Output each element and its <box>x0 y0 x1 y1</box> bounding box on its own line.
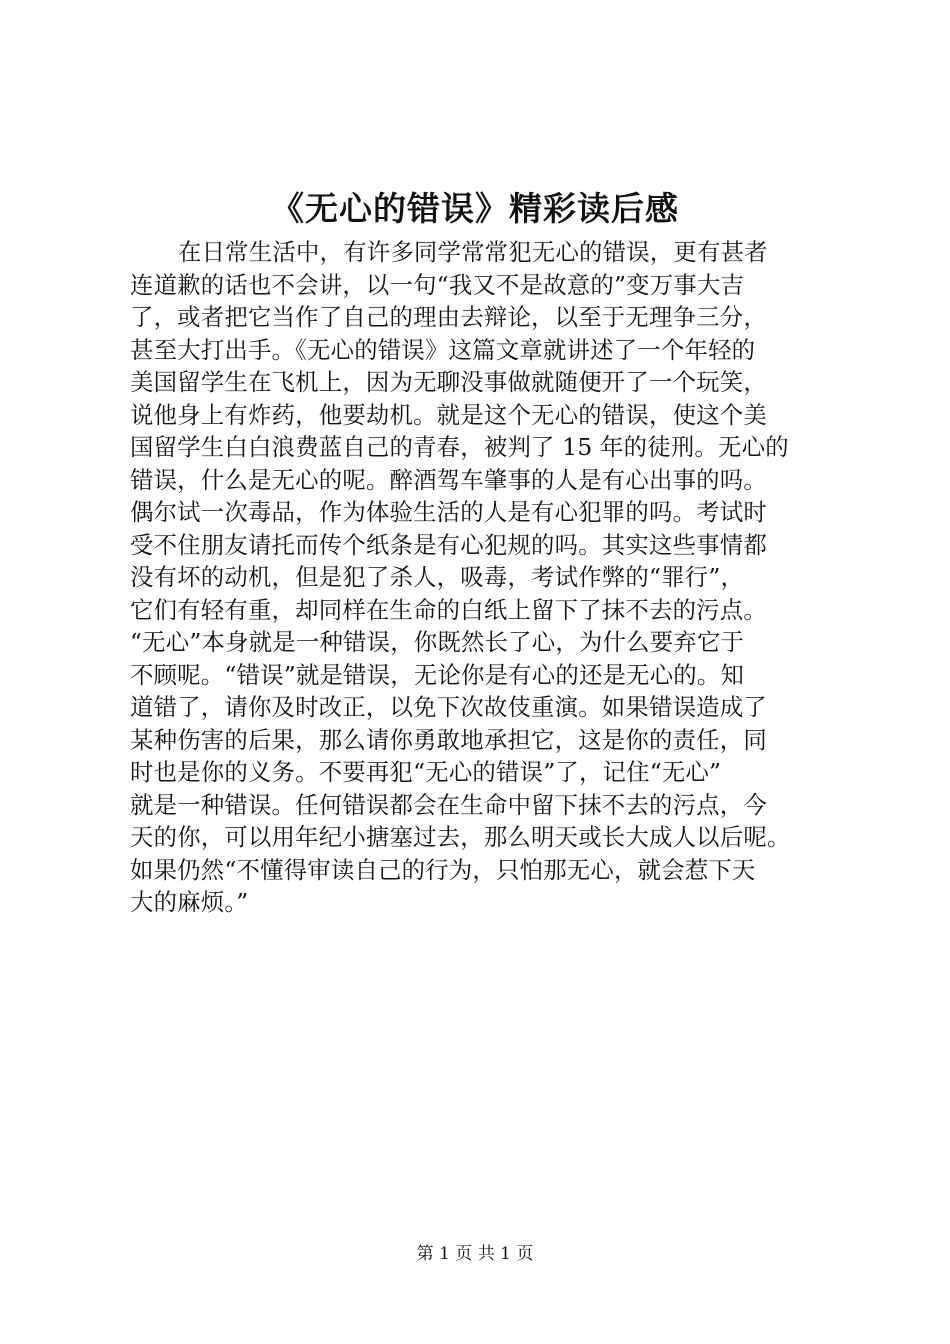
paragraph-line: 偶尔试一次毒品，作为体验生活的人是有心犯罪的吗。考试时 <box>130 498 767 526</box>
paragraph-line: 道错了，请你及时改正，以免下次故伎重演。如果错误造成了 <box>130 693 767 721</box>
paragraph-line: 没有坏的动机，但是犯了杀人，吸毒，考试作弊的“罪行”， <box>130 563 745 591</box>
paragraph-line: 某种伤害的后果，那么请你勇敢地承担它，这是你的责任，同 <box>130 725 767 754</box>
document-title: 《无心的错误》精彩读后感 <box>271 189 679 228</box>
paragraph-line: 它们有轻有重，却同样在生命的白纸上留下了抹不去的污点。 <box>130 595 767 624</box>
paragraph-line: 了，或者把它当作了自己的理由去辩论，以至于无理争三分， <box>130 303 767 331</box>
paragraph-line: 不顾呢。“错误”就是错误，无论你是有心的还是无心的。知 <box>130 660 745 689</box>
paragraph-line: 说他身上有炸药，他要劫机。就是这个无心的错误，使这个美 <box>130 400 767 429</box>
paragraph-line: 天的你，可以用年纪小搪塞过去，那么明天或长大成人以后呢。 <box>130 823 791 851</box>
body-paragraph <box>130 236 840 919</box>
paragraph-line: 时也是你的义务。不要再犯“无心的错误”了，记住“无心” <box>130 758 722 786</box>
paragraph-line: 大的麻烦。” <box>130 888 249 916</box>
paragraph-line: 错误，什么是无心的呢。醉酒驾车肇事的人是有心出事的吗。 <box>130 465 767 494</box>
page-number-footer: 第 1 页 共 1 页 <box>416 1244 534 1264</box>
paragraph-line: 美国留学生在飞机上，因为无聊没事做就随便开了一个玩笑， <box>130 368 767 396</box>
paragraph-line: 在日常生活中，有许多同学常常犯无心的错误，更有甚者 <box>178 238 768 266</box>
paragraph-line: “无心”本身就是一种错误，你既然长了心，为什么要弃它于 <box>130 628 745 656</box>
paragraph-line: 甚至大打出手。《无心的错误》这篇文章就讲述了一个年轻的 <box>130 335 756 364</box>
paragraph-line: 国留学生白白浪费蓝自己的青春，被判了 15 年的徒刑。无心的 <box>130 433 789 461</box>
paragraph-line: 就是一种错误。任何错误都会在生命中留下抹不去的污点，今 <box>130 790 767 819</box>
paragraph-line: 受不住朋友请托而传个纸条是有心犯规的吗。其实这些事情都 <box>130 530 767 559</box>
paragraph-line: 如果仍然“不懂得审读自己的行为，只怕那无心，就会惹下天 <box>130 855 756 884</box>
paragraph-line: 连道歉的话也不会讲，以一句“我又不是故意的”变万事大吉 <box>130 270 745 299</box>
